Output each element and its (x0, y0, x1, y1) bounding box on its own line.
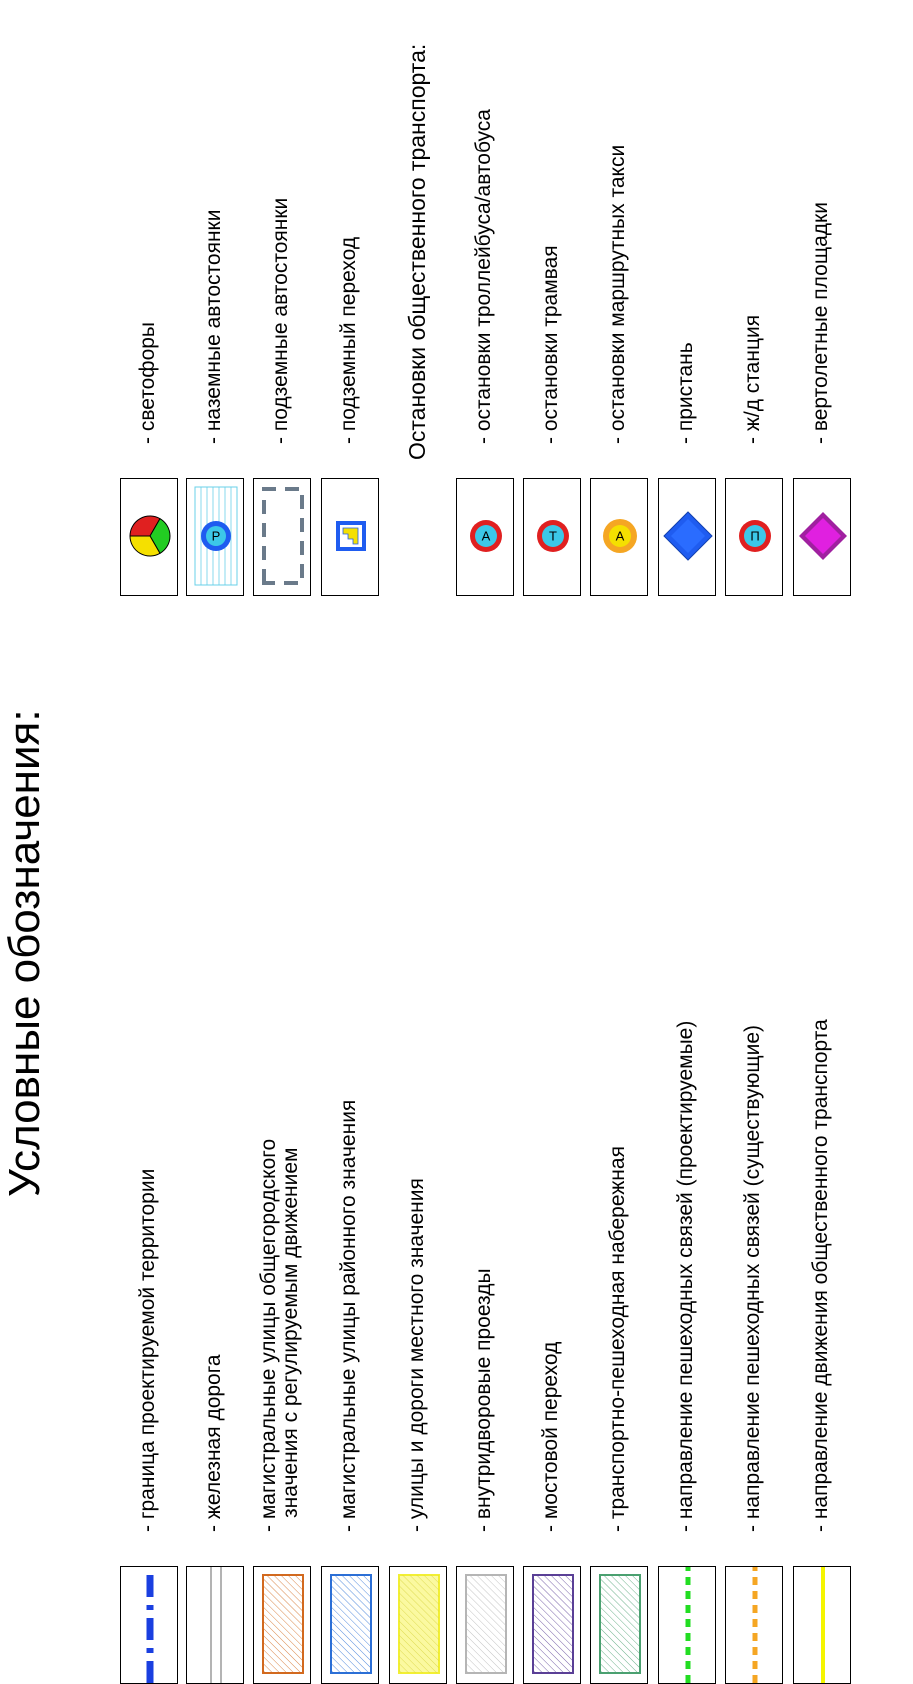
helipad-symbol (793, 478, 851, 596)
tram-stop-label: - остановки трамвая (539, 245, 562, 444)
boundary-label: - граница проектируемой территории (136, 1168, 159, 1532)
taxi-stop-label: - остановки маршрутных такси (606, 144, 629, 444)
boundary-symbol (120, 1566, 178, 1684)
legend-title: Условные обозначения: (0, 709, 49, 1197)
taxi-stop-symbol (590, 478, 648, 596)
yard-drives-symbol (456, 1566, 514, 1684)
rail-station-letter: П (750, 528, 760, 544)
bus-stop-symbol (456, 478, 514, 596)
city-arterial-label-2: значения с регулируемым движением (279, 1147, 302, 1518)
bridge-label: - мостовой переход (539, 1341, 562, 1532)
transit-section-title: Остановки общественного транспорта: (404, 43, 430, 460)
transport-route-label: - направление движения общественного транспорта (809, 1019, 832, 1532)
tram-stop-letter: Т (549, 528, 557, 544)
tram-stop-symbol (523, 478, 581, 596)
pedestrian-existing-symbol (725, 1566, 783, 1684)
bridge-symbol (523, 1566, 581, 1684)
railway-symbol (186, 1566, 244, 1684)
pedestrian-existing-label: - направление пешеходных связей (существующие) (741, 1024, 764, 1532)
bus-stop-letter: А (481, 528, 491, 544)
embankment-symbol (590, 1566, 648, 1684)
pedestrian-projected-symbol (658, 1566, 716, 1684)
underpass-symbol (321, 478, 379, 596)
underground-parking-label: - подземные автостоянки (269, 197, 292, 444)
pedestrian-projected-label: - направление пешеходных связей (проектируемые) (674, 1020, 697, 1532)
city-arterial-symbol (253, 1566, 311, 1684)
district-arterial-label: - магистральные улицы районного значения (337, 1099, 360, 1532)
surface-parking-label: - наземные автостоянки (202, 209, 225, 444)
traffic-lights-label: - светофоры (136, 321, 159, 444)
traffic-light-symbol (120, 478, 178, 596)
rail-station-label: - ж/д станция (741, 314, 764, 444)
transport-route-symbol (793, 1566, 851, 1684)
city-arterial-label-1: - магистральные улицы общегородского (257, 1138, 280, 1532)
helipad-label: - вертолетные площадки (809, 202, 832, 444)
embankment-label: - транспортно-пешеходная набережная (606, 1146, 629, 1532)
pier-label: - пристань (674, 342, 697, 444)
railway-label: - железная дорога (202, 1354, 225, 1532)
local-streets-label: - улицы и дороги местного значения (405, 1178, 428, 1532)
local-streets-symbol (389, 1566, 447, 1684)
pier-symbol (658, 478, 716, 596)
underground-parking-symbol (253, 478, 311, 596)
yard-drives-label: - внутридворовые проезды (472, 1268, 495, 1532)
surface-parking-symbol (186, 478, 244, 596)
taxi-stop-letter: А (615, 528, 625, 544)
district-arterial-symbol (321, 1566, 379, 1684)
rail-station-symbol (725, 478, 783, 596)
bus-stop-label: - остановки троллейбуса/автобуса (472, 109, 495, 444)
parking-letter: P (211, 528, 221, 544)
underpass-label: - подземный переход (337, 236, 360, 444)
